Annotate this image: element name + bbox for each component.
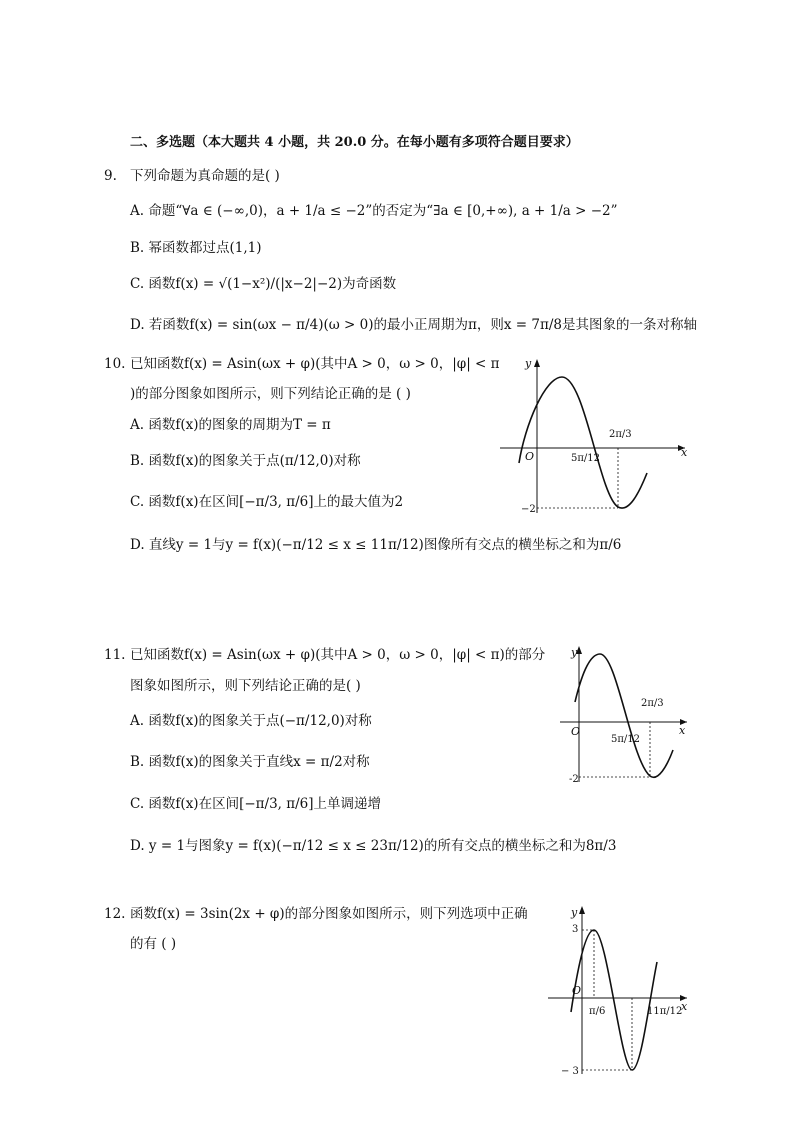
tick-x2: 2π/3	[641, 698, 664, 709]
question-10-number: 10.	[104, 356, 126, 372]
y-label: y	[571, 906, 578, 919]
question-9-option-b: B. 幂函数都过点(1,1)	[130, 240, 262, 256]
question-10-figure	[495, 355, 695, 520]
question-12-figure	[545, 902, 695, 1082]
question-12-stem-line1: 函数f(x) = 3sin(2x + φ)的部分图象如图所示，则下列选项中正确	[130, 906, 528, 922]
question-10-option-d: D. 直线y = 1与y = f(x)(−π/12 ≤ x ≤ 11π/12)图像所有交点的横坐标之和为π/6	[130, 537, 622, 553]
question-10-stem-line2: )的部分图象如图所示，则下列结论正确的是 ( )	[130, 386, 411, 402]
tick-x2: 11π/12	[647, 1006, 683, 1017]
question-12-stem-line2: 的有 ( )	[130, 936, 177, 952]
y-axis-arrow	[534, 359, 540, 367]
sine-curve	[575, 654, 673, 777]
y-label: y	[525, 357, 532, 370]
section-header: 二、多选题（本大题共 4 小题，共 20.0 分。在每小题有多项符合题目要求）	[130, 135, 579, 150]
x-label: x	[679, 724, 686, 737]
y-label: y	[571, 646, 578, 659]
question-9-option-d: D. 若函数f(x) = sin(ωx − π/4)(ω > 0)的最小正周期为π，则x = 7π/8是其图象的一条对称轴	[130, 317, 697, 333]
origin-label: O	[572, 984, 582, 997]
question-11-option-b: B. 函数f(x)的图象关于直线x = π/2对称	[130, 754, 370, 770]
question-11-number: 11.	[104, 647, 126, 663]
question-11-figure	[555, 642, 695, 787]
tick-x2: 2π/3	[609, 429, 632, 440]
tick-y-bottom: − 3	[561, 1066, 579, 1077]
question-10-option-b: B. 函数f(x)的图象关于点(π/12,0)对称	[130, 453, 361, 469]
question-11-option-c: C. 函数f(x)在区间[−π/3, π/6]上单调递增	[130, 796, 382, 812]
question-11-option-d: D. y = 1与图象y = f(x)(−π/12 ≤ x ≤ 23π/12)的所有交点的横坐标之和为8π/3	[130, 838, 617, 854]
tick-y: −2	[521, 504, 536, 515]
tick-x1: 5π/12	[571, 453, 601, 464]
tick-y-top: 3	[572, 924, 579, 935]
question-10-stem-line1: 已知函数f(x) = Asin(ωx + φ)(其中A > 0，ω > 0，|φ| < π	[130, 356, 500, 372]
origin-label: O	[525, 450, 535, 463]
question-9-stem: 下列命题为真命题的是( )	[130, 168, 280, 184]
origin-label: O	[571, 725, 581, 738]
tick-x1: π/6	[589, 1006, 606, 1017]
tick-x1: 5π/12	[611, 734, 641, 745]
tick-y: -2	[569, 774, 579, 785]
question-9-number: 9.	[104, 168, 117, 184]
question-11-stem-line1: 已知函数f(x) = Asin(ωx + φ)(其中A > 0，ω > 0，|φ| < π)的部分	[130, 647, 546, 663]
question-12-number: 12.	[104, 906, 126, 922]
question-11-stem-line2: 图象如图所示，则下列结论正确的是( )	[130, 678, 361, 694]
question-11-option-a: A. 函数f(x)的图象关于点(−π/12,0)对称	[130, 713, 372, 729]
y-axis-arrow	[579, 906, 585, 914]
x-label: x	[681, 446, 688, 459]
sine-curve	[571, 930, 657, 1070]
question-9-option-c: C. 函数f(x) = √(1−x²)/(|x−2|−2)为奇函数	[130, 276, 397, 292]
sine-curve	[519, 377, 647, 508]
x-label: x	[681, 1000, 688, 1013]
question-10-option-a: A. 函数f(x)的图象的周期为T = π	[130, 417, 331, 433]
question-9-option-a: A. 命题“∀a ∈ (−∞,0)，a + 1/a ≤ −2”的否定为“∃a ∈ [0,+∞), a + 1/a > −2”	[130, 203, 618, 219]
question-10-option-c: C. 函数f(x)在区间[−π/3, π/6]上的最大值为2	[130, 494, 404, 510]
